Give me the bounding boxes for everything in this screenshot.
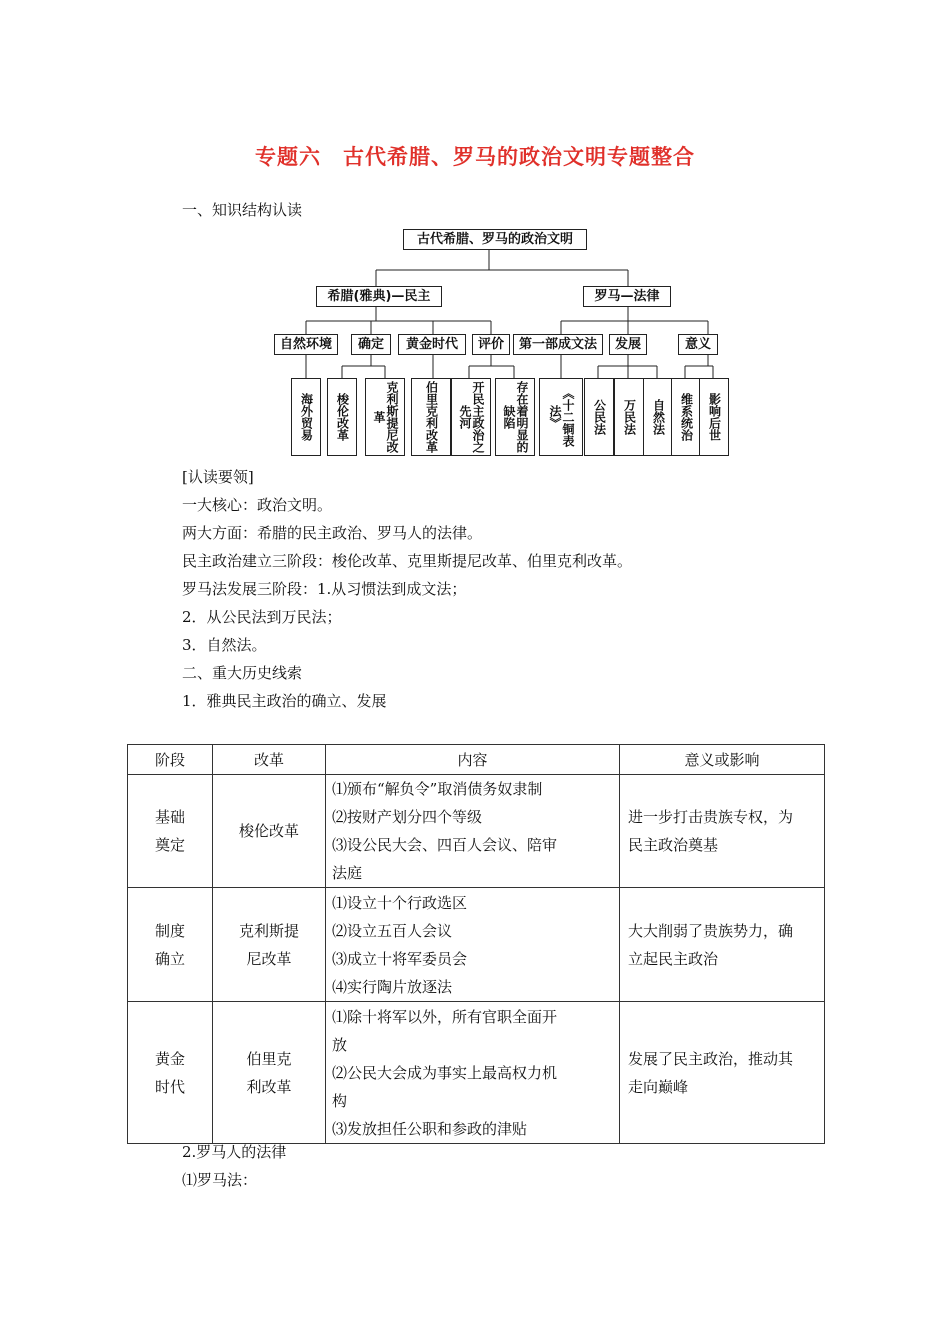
subheading-athens: 1．雅典民主政治的确立、发展 bbox=[182, 692, 387, 710]
diagram-node-eval: 评价 bbox=[472, 334, 510, 355]
diagram-root: 古代希腊、罗马的政治文明 bbox=[403, 229, 587, 250]
reading-line-5: 2．从公民法到万民法； bbox=[182, 608, 342, 626]
diagram-leaf-defect: 存在着明显的缺陷 bbox=[495, 378, 535, 456]
diagram-leaf-rule: 维系统治 bbox=[671, 378, 701, 456]
diagram-leaf-law-of-nations: 万民法 bbox=[614, 378, 644, 456]
diagram-node-golden: 黄金时代 bbox=[398, 334, 466, 355]
reform-cell: 伯里克 利改革 bbox=[213, 1002, 326, 1144]
diagram-node-env: 自然环境 bbox=[274, 334, 338, 355]
reading-line-3: 民主政治建立三阶段：梭伦改革、克里斯提尼改革、伯里克利改革。 bbox=[182, 552, 633, 570]
reading-line-1: 一大核心：政治文明。 bbox=[182, 496, 333, 514]
reading-line-6: 3．自然法。 bbox=[182, 636, 267, 654]
table-row bbox=[128, 888, 825, 1002]
subheading-roman-law: 2.罗马人的法律 bbox=[182, 1143, 287, 1161]
subheading-roman-law-1: ⑴罗马法： bbox=[182, 1171, 258, 1189]
diagram-node-confirm: 确定 bbox=[351, 334, 391, 355]
table-header-row bbox=[128, 745, 825, 775]
table-header: 内容 bbox=[326, 745, 620, 775]
diagram-leaf-influence: 影响后世 bbox=[699, 378, 729, 456]
diagram-leaf-natural-law: 自然法 bbox=[643, 378, 673, 456]
diagram-node-meaning: 意义 bbox=[678, 334, 718, 355]
table-row bbox=[128, 775, 825, 888]
meaning-cell: 大大削弱了贵族势力，确 立起民主政治 bbox=[620, 888, 825, 1002]
stage-cell: 制度 确立 bbox=[128, 888, 213, 1002]
diagram-leaf-pericles: 伯里克利改革 bbox=[411, 378, 451, 456]
diagram-node-dev: 发展 bbox=[609, 334, 647, 355]
content-cell: ⑴设立十个行政选区 ⑵设立五百人会议 ⑶成立十将军委员会 ⑷实行陶片放逐法 bbox=[326, 888, 620, 1002]
diagram-leaf-cleisthenes: 克利斯提尼改革 bbox=[365, 378, 405, 456]
diagram-leaf-twelve-tables: 《十二铜表法》 bbox=[539, 378, 583, 456]
diagram-greece: 希腊(雅典)—民主 bbox=[316, 286, 442, 307]
diagram-rome: 罗马—法律 bbox=[583, 286, 671, 307]
reading-line-4: 罗马法发展三阶段：1.从习惯法到成文法； bbox=[182, 580, 467, 598]
page-title: 专题六 古代希腊、罗马的政治文明专题整合 bbox=[255, 144, 695, 169]
diagram-leaf-civil-law: 公民法 bbox=[584, 378, 614, 456]
athens-reform-table bbox=[127, 744, 825, 1144]
section-heading-clues: 二、重大历史线索 bbox=[182, 664, 303, 682]
section-heading-structure: 一、知识结构认读 bbox=[182, 201, 303, 219]
reading-heading: [认读要领] bbox=[182, 468, 254, 486]
reform-cell: 克利斯提 尼改革 bbox=[213, 888, 326, 1002]
meaning-cell: 发展了民主政治，推动其 走向巅峰 bbox=[620, 1002, 825, 1144]
table-row bbox=[128, 1002, 825, 1144]
reading-line-2: 两大方面：希腊的民主政治、罗马人的法律。 bbox=[182, 524, 483, 542]
content-cell: ⑴颁布“解负令”取消债务奴隶制 ⑵按财产划分四个等级 ⑶设公民大会、四百人会议、陪审 法庭 bbox=[326, 775, 620, 888]
table-header: 改革 bbox=[213, 745, 326, 775]
meaning-cell: 进一步打击贵族专权，为 民主政治奠基 bbox=[620, 775, 825, 888]
stage-cell: 黄金 时代 bbox=[128, 1002, 213, 1144]
diagram-leaf-precedent: 开民主政治之先河 bbox=[451, 378, 491, 456]
diagram-leaf-solon: 梭伦改革 bbox=[327, 378, 357, 456]
diagram-node-law: 第一部成文法 bbox=[513, 334, 603, 355]
stage-cell: 基础 奠定 bbox=[128, 775, 213, 888]
table-header: 意义或影响 bbox=[620, 745, 825, 775]
reform-cell: 梭伦改革 bbox=[213, 775, 326, 888]
content-cell: ⑴除十将军以外，所有官职全面开 放 ⑵公民大会成为事实上最高权力机 构 ⑶发放担任公职和参政的津贴 bbox=[326, 1002, 620, 1144]
table-header: 阶段 bbox=[128, 745, 213, 775]
diagram-leaf-trade: 海外贸易 bbox=[291, 378, 321, 456]
